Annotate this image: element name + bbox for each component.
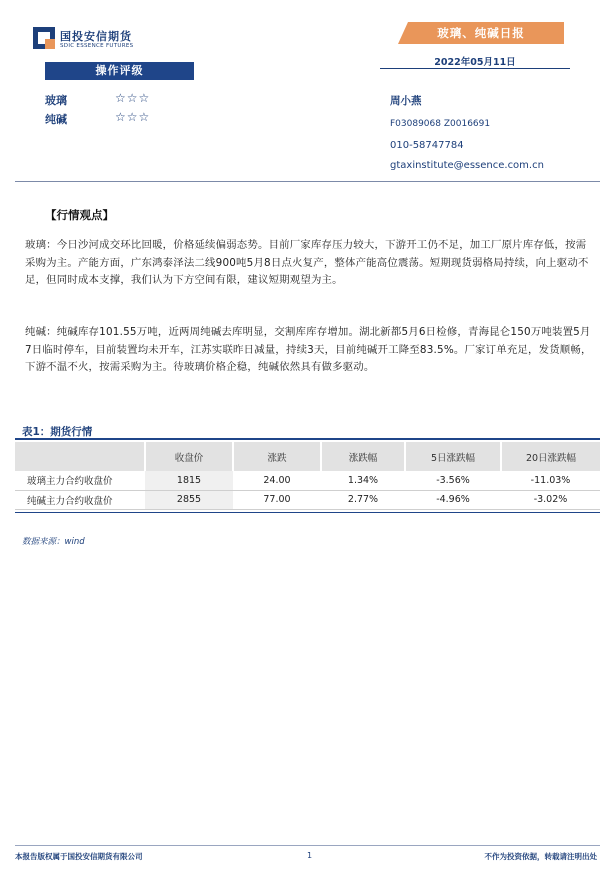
table-header-cell: 20日涨跌幅 <box>501 442 600 471</box>
header-divider <box>15 181 600 182</box>
change-percent-5d: -3.56% <box>405 471 501 490</box>
star-rating-icon: ☆☆☆ <box>115 110 151 124</box>
change-percent-20d: -3.02% <box>501 490 600 509</box>
table-title: 表1：期货行情 <box>22 426 93 438</box>
table-title-rule <box>15 438 600 440</box>
report-date: 2022年05月11日 <box>434 57 516 68</box>
footer-divider <box>15 845 600 846</box>
table-header-cell: 5日涨跌幅 <box>405 442 501 471</box>
logo-mark-icon <box>33 27 55 49</box>
page-number: 1 <box>307 851 313 860</box>
rating-name: 纯碱 <box>45 113 67 126</box>
paragraph-glass: 玻璃：今日沙河成交环比回暖，价格延续偏弱态势。目前厂家库存压力较大，下游开工仍不足，加工厂原片库存低，按需采购为主。产能方面，广东鸿泰泽法二线900吨5月8日点火复产，整体产能高位震荡。短期现货弱格局持续，向上驱动不足，但同时成本支撑，我们认为下方空间有限，建议短期观望为主。 <box>25 239 589 286</box>
footer-disclaimer: 不作为投资依据，转载请注明出处 <box>484 852 597 861</box>
date-underline <box>380 68 570 69</box>
author-license: F03089068 Z0016691 <box>390 119 491 129</box>
author-email[interactable]: gtaxinstitute@essence.com.cn <box>390 160 544 171</box>
change-percent-5d: -4.96% <box>405 490 501 509</box>
table-header-cell: 涨跌幅 <box>321 442 405 471</box>
rating-name: 玻璃 <box>45 94 67 107</box>
data-source-note: 数据来源：wind <box>22 537 85 547</box>
company-logo <box>33 27 153 53</box>
table-bottom-rule <box>15 512 600 513</box>
table-row <box>15 471 600 490</box>
footer-copyright: 本报告版权属于国投安信期货有限公司 <box>15 852 143 861</box>
rating-header: 操作评级 <box>45 62 194 80</box>
star-rating-icon: ☆☆☆ <box>115 91 151 105</box>
table-row <box>15 490 600 509</box>
close-price: 1815 <box>145 471 233 490</box>
logo-text-en: SDIC ESSENCE FUTURES <box>60 43 134 49</box>
paragraph-soda-ash: 纯碱：纯碱库存101.55万吨，近两周纯碱去库明显，交割库库存增加。湖北新都5月6日检修，青海昆仑150万吨装置5月7日临时停车，目前装置均未开车，江苏实联昨日减量，持续3天，目前纯碱开工降至83.5%。厂家订单充足，发货顺畅，下游不温不火，按需采购为主。待玻璃价格企稳，纯碱依然具有做多驱动。 <box>25 326 592 373</box>
row-label: 玻璃主力合约收盘价 <box>15 471 145 490</box>
change-percent: 1.34% <box>321 471 405 490</box>
change-percent-20d: -11.03% <box>501 471 600 490</box>
table-header-cell: 收盘价 <box>145 442 233 471</box>
author-name: 周小燕 <box>390 95 422 107</box>
change-percent: 2.77% <box>321 490 405 509</box>
table-header-cell: 涨跌 <box>233 442 321 471</box>
price-change: 24.00 <box>233 471 321 490</box>
close-price: 2855 <box>145 490 233 509</box>
report-title: 玻璃、纯碱日报 <box>398 22 564 44</box>
table-header-row <box>15 442 600 471</box>
table-header-cell <box>15 442 145 471</box>
row-label: 纯碱主力合约收盘价 <box>15 490 145 509</box>
futures-quote-table <box>15 442 600 510</box>
author-phone: 010-58747784 <box>390 140 464 151</box>
price-change: 77.00 <box>233 490 321 509</box>
section-title: 【行情观点】 <box>45 208 114 222</box>
logo-text-cn: 国投安信期货 <box>60 30 132 43</box>
